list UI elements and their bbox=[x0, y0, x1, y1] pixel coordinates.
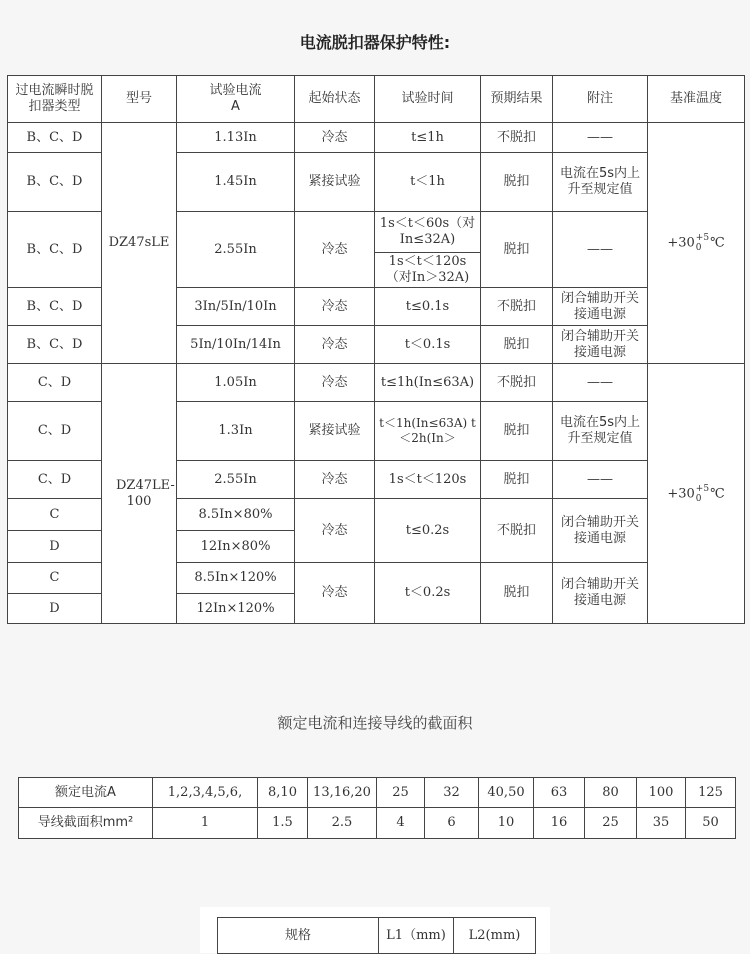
cross-section-cell: 50 bbox=[686, 808, 736, 839]
cell-type: C bbox=[8, 499, 102, 531]
cell-type: C、D bbox=[8, 402, 102, 461]
cell-result: 脱扣 bbox=[481, 563, 553, 624]
cell-note: 闭合辅助开关接通电源 bbox=[553, 326, 648, 364]
rated-current-cell: 8,10 bbox=[258, 778, 308, 808]
header-row bbox=[218, 918, 536, 954]
cell-current: 2.55In bbox=[177, 461, 295, 499]
cell-current: 8.5In×80% bbox=[177, 499, 295, 531]
cell-type: D bbox=[8, 531, 102, 563]
protection-table-title: 电流脱扣器保护特性: bbox=[299, 33, 451, 52]
cross-section-cell: 10 bbox=[479, 808, 534, 839]
cell-note: 闭合辅助开关接通电源 bbox=[553, 288, 648, 326]
header-note: 附注 bbox=[553, 76, 648, 123]
cell-type: B、C、D bbox=[8, 326, 102, 364]
header-model: 型号 bbox=[102, 76, 177, 123]
cell-type: C、D bbox=[8, 461, 102, 499]
cell-result: 不脱扣 bbox=[481, 364, 553, 402]
table-row bbox=[8, 123, 745, 153]
cross-section-label: 导线截面积mm² bbox=[19, 808, 153, 839]
spec-table bbox=[217, 917, 536, 954]
header-row bbox=[8, 76, 745, 123]
cell-state: 冷态 bbox=[295, 461, 375, 499]
cell-time: t≤0.1s bbox=[375, 288, 481, 326]
temp-sub: 0 bbox=[695, 493, 702, 504]
rated-current-cell: 80 bbox=[585, 778, 637, 808]
header-time: 试验时间 bbox=[375, 76, 481, 123]
wire-cross-section-table bbox=[18, 777, 736, 839]
cell-result: 脱扣 bbox=[481, 326, 553, 364]
rated-current-row bbox=[19, 778, 736, 808]
cell-temp bbox=[648, 364, 745, 624]
rated-current-cell: 125 bbox=[686, 778, 736, 808]
cross-section-cell: 1 bbox=[153, 808, 258, 839]
temp-sub: 0 bbox=[695, 243, 702, 253]
cell-time: t≤1h bbox=[375, 123, 481, 153]
cell-current: 1.05In bbox=[177, 364, 295, 402]
cross-section-row bbox=[19, 808, 736, 839]
cell-state: 冷态 bbox=[295, 288, 375, 326]
rated-current-cell: 13,16,20 bbox=[308, 778, 377, 808]
cross-section-cell: 16 bbox=[534, 808, 585, 839]
cell-result: 脱扣 bbox=[481, 461, 553, 499]
cross-section-cell: 1.5 bbox=[258, 808, 308, 839]
cell-current: 5In/10In/14In bbox=[177, 326, 295, 364]
cell-current: 12In×80% bbox=[177, 531, 295, 563]
cell-time: 1s＜t＜120s（对In＞32A) bbox=[375, 253, 481, 288]
cell-result: 脱扣 bbox=[481, 402, 553, 461]
cell-note: 电流在5s内上升至规定值 bbox=[553, 402, 648, 461]
cell-state: 冷态 bbox=[295, 123, 375, 153]
cell-current: 1.45In bbox=[177, 153, 295, 212]
cell-model: DZ47sLE bbox=[102, 123, 177, 364]
cell-current: 8.5In×120% bbox=[177, 563, 295, 594]
rated-current-cell: 32 bbox=[425, 778, 479, 808]
rated-current-cell: 1,2,3,4,5,6, bbox=[153, 778, 258, 808]
header-state: 起始状态 bbox=[295, 76, 375, 123]
cell-result: 不脱扣 bbox=[481, 288, 553, 326]
cell-type: D bbox=[8, 594, 102, 624]
cell-state: 紧接试验 bbox=[295, 402, 375, 461]
cross-section-cell: 4 bbox=[377, 808, 425, 839]
cell-state: 冷态 bbox=[295, 499, 375, 563]
rated-current-cell: 100 bbox=[637, 778, 686, 808]
cell-type: B、C、D bbox=[8, 212, 102, 288]
header-type: 过电流瞬时脱扣器类型 bbox=[8, 76, 102, 123]
cell-state: 冷态 bbox=[295, 326, 375, 364]
cell-time: 1s＜t＜60s（对In≤32A) bbox=[375, 212, 481, 253]
cell-time: 1s＜t＜120s bbox=[375, 461, 481, 499]
rated-current-label: 额定电流A bbox=[19, 778, 153, 808]
cell-temp bbox=[648, 123, 745, 364]
cross-section-cell: 35 bbox=[637, 808, 686, 839]
cell-note: —— bbox=[553, 123, 648, 153]
cell-type: C bbox=[8, 563, 102, 594]
header-l1: L1（mm) bbox=[379, 918, 454, 954]
cross-section-cell: 2.5 bbox=[308, 808, 377, 839]
cell-time: t＜1h(In≤63A) t＜2h(In＞ bbox=[375, 402, 481, 461]
cross-section-cell: 25 bbox=[585, 808, 637, 839]
cross-section-cell: 6 bbox=[425, 808, 479, 839]
cell-result: 脱扣 bbox=[481, 153, 553, 212]
header-current: 试验电流 A bbox=[177, 76, 295, 123]
temp-unit: ℃ bbox=[710, 486, 725, 501]
cell-state: 冷态 bbox=[295, 212, 375, 288]
cell-type: B、C、D bbox=[8, 288, 102, 326]
cell-current: 3In/5In/10In bbox=[177, 288, 295, 326]
cell-time: t≤1h(In≤63A) bbox=[375, 364, 481, 402]
cell-current: 12In×120% bbox=[177, 594, 295, 624]
cell-note: 电流在5s内上升至规定值 bbox=[553, 153, 648, 212]
temp-value: +30 bbox=[667, 486, 695, 501]
cell-time: t≤0.2s bbox=[375, 499, 481, 563]
cell-note: —— bbox=[553, 461, 648, 499]
cell-state: 冷态 bbox=[295, 563, 375, 624]
cell-result: 不脱扣 bbox=[481, 123, 553, 153]
cell-current: 1.13In bbox=[177, 123, 295, 153]
rated-current-cell: 40,50 bbox=[479, 778, 534, 808]
temp-unit: ℃ bbox=[710, 235, 725, 251]
header-l2: L2(mm) bbox=[454, 918, 536, 954]
cell-note: —— bbox=[553, 364, 648, 402]
cell-time: t＜0.2s bbox=[375, 563, 481, 624]
temp-value: +30 bbox=[667, 235, 695, 251]
cell-type: B、C、D bbox=[8, 153, 102, 212]
table-row bbox=[8, 364, 745, 402]
cell-state: 冷态 bbox=[295, 364, 375, 402]
cell-model: DZ47LE-100 bbox=[102, 364, 177, 624]
temp-tolerance bbox=[696, 233, 709, 253]
rated-current-cell: 63 bbox=[534, 778, 585, 808]
cell-current: 2.55In bbox=[177, 212, 295, 288]
cell-state: 紧接试验 bbox=[295, 153, 375, 212]
cell-note: —— bbox=[553, 212, 648, 288]
rated-current-cell: 25 bbox=[377, 778, 425, 808]
cell-note: 闭合辅助开关接通电源 bbox=[553, 499, 648, 563]
cell-time: t＜1h bbox=[375, 153, 481, 212]
cell-result: 不脱扣 bbox=[481, 499, 553, 563]
wire-table-title: 额定电流和连接导线的截面积 bbox=[277, 714, 473, 732]
cell-type: C、D bbox=[8, 364, 102, 402]
temp-tolerance bbox=[696, 484, 709, 504]
temp-sup: +5 bbox=[695, 233, 710, 243]
header-spec: 规格 bbox=[218, 918, 379, 954]
cell-result: 脱扣 bbox=[481, 212, 553, 288]
header-temp: 基准温度 bbox=[648, 76, 745, 123]
header-result: 预期结果 bbox=[481, 76, 553, 123]
cell-time: t＜0.1s bbox=[375, 326, 481, 364]
temp-sup: +5 bbox=[695, 483, 710, 494]
cell-note: 闭合辅助开关接通电源 bbox=[553, 563, 648, 624]
cell-type: B、C、D bbox=[8, 123, 102, 153]
cell-current: 1.3In bbox=[177, 402, 295, 461]
protection-characteristics-table bbox=[7, 75, 745, 624]
